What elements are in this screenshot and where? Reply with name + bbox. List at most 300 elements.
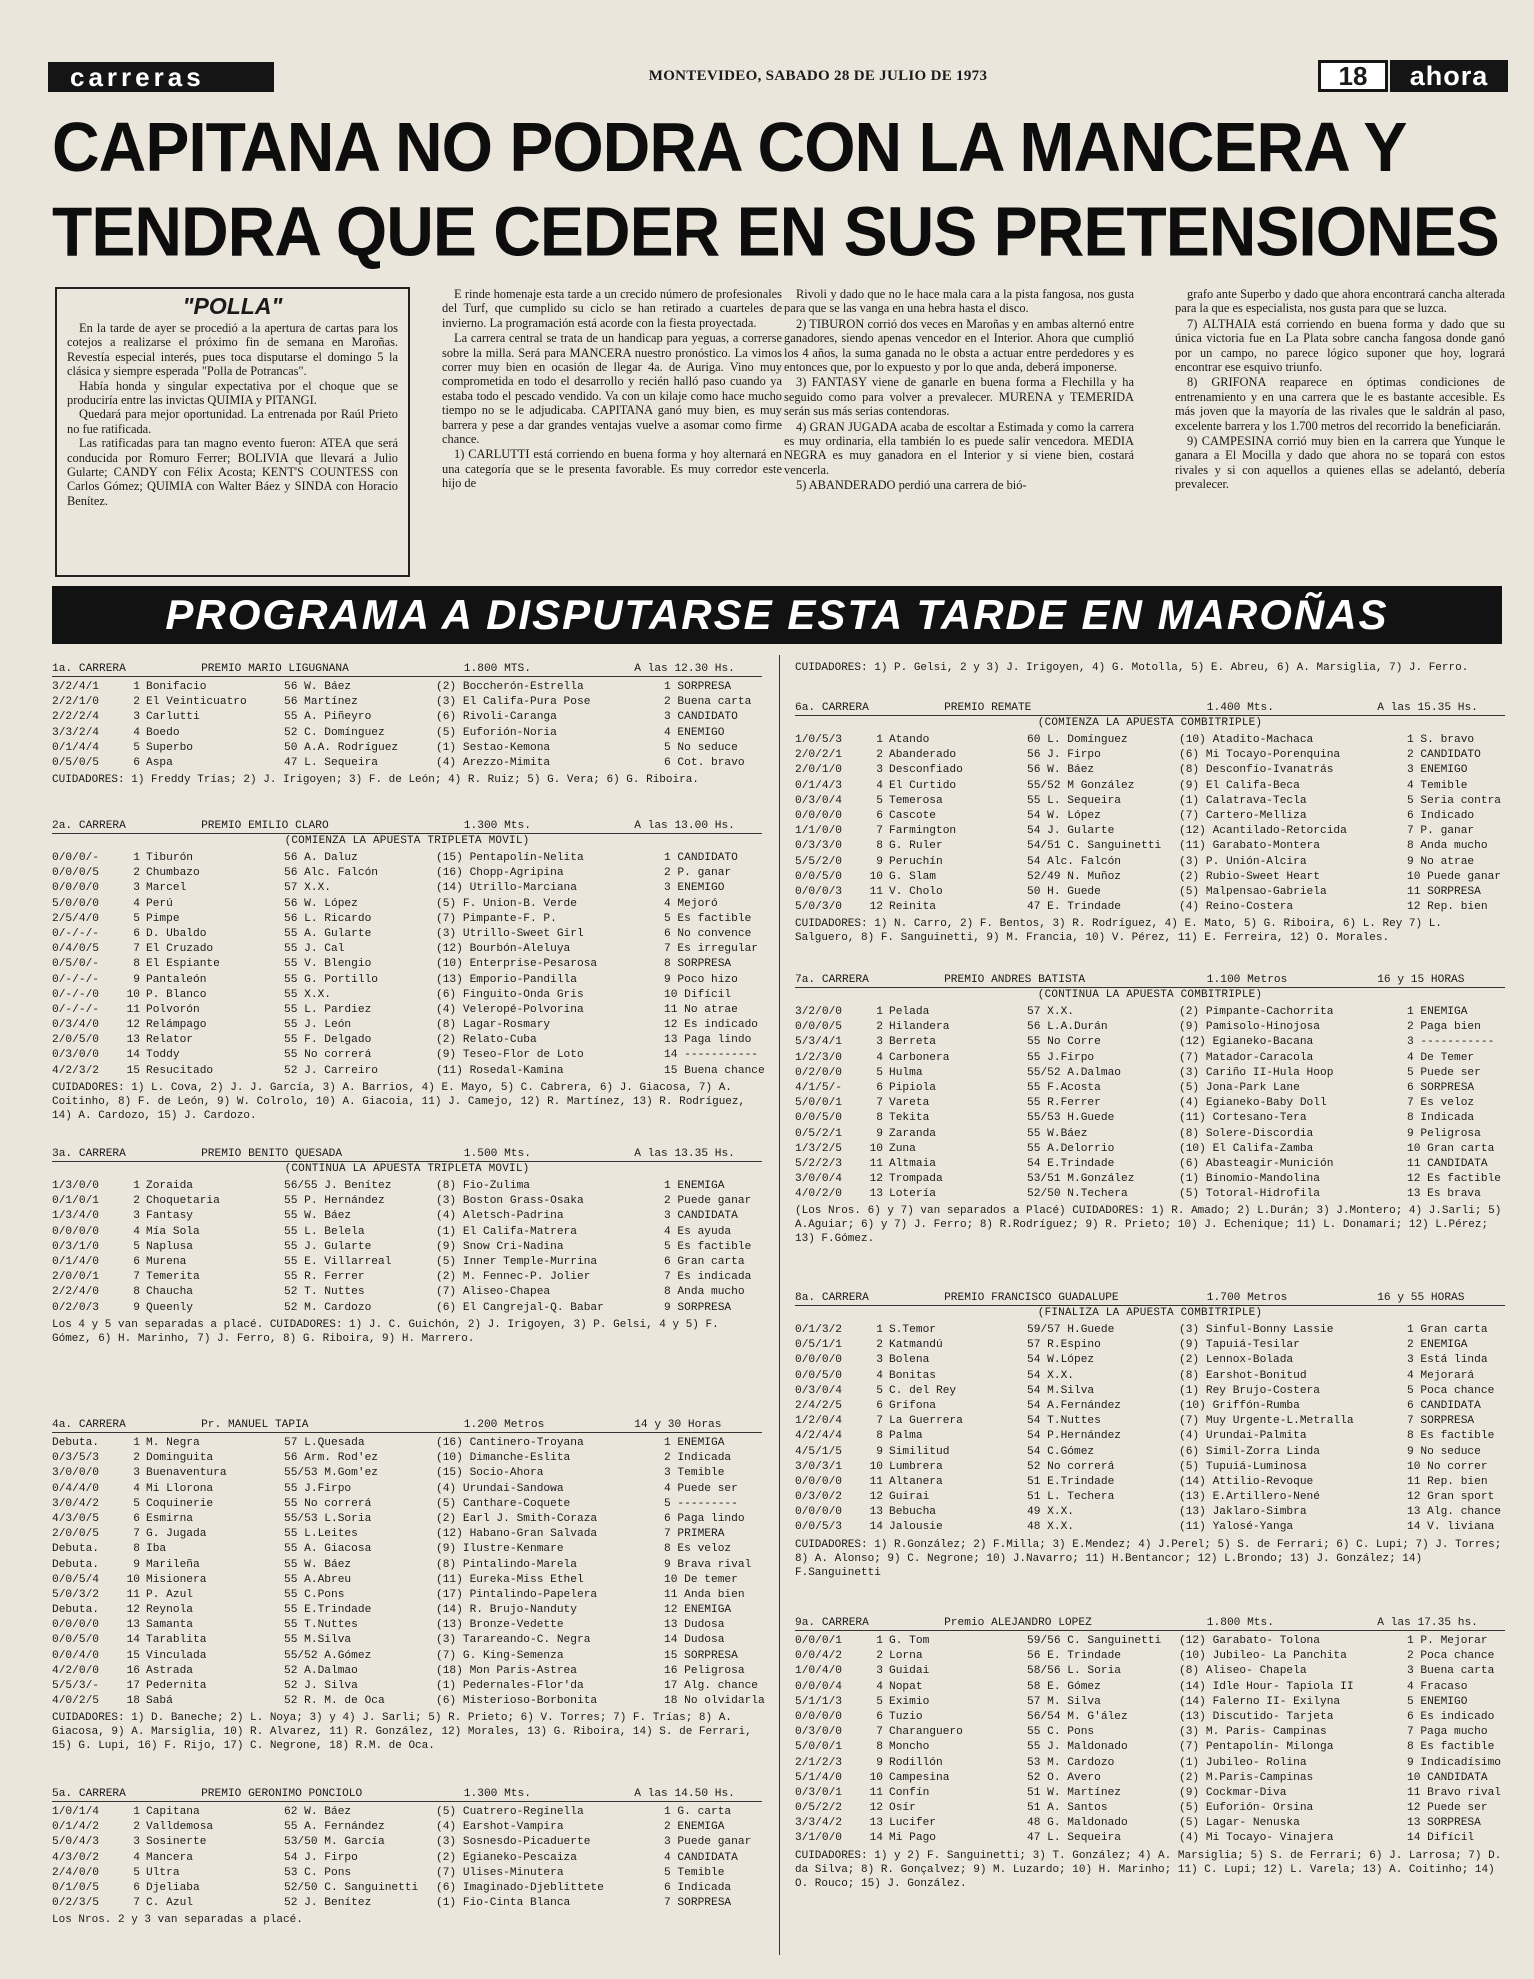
- race-header: [52, 1146, 762, 1162]
- entry-horse: Eximio: [889, 1695, 930, 1708]
- entry-horse: Capitana: [146, 1806, 200, 1818]
- entry-row: [52, 1064, 765, 1079]
- entry-weight-jockey: 55 F. Delgado: [284, 1034, 372, 1047]
- entry-form: 1/3/0/0: [52, 1180, 99, 1192]
- entry-horse: G. Tom: [889, 1635, 930, 1647]
- entry-number: 4: [876, 1051, 883, 1064]
- entry-pedigree: (7) Muy Urgente-L.Metralla: [1179, 1415, 1354, 1428]
- entry-form: Debuta.: [52, 1437, 99, 1449]
- entry-row: [795, 748, 1505, 763]
- entry-prognosis: 9 Indicadísimo: [1407, 1756, 1501, 1769]
- entry-weight-jockey: 51 L. Techera: [1027, 1491, 1115, 1504]
- entry-horse: Tekita: [889, 1112, 930, 1125]
- entry-pedigree: (7) Cartero-Melliza: [1179, 809, 1307, 822]
- entry-horse: Toddy: [146, 1049, 180, 1062]
- race-time: A las 12.30 Hs.: [634, 663, 735, 675]
- article-column-1: [442, 287, 782, 577]
- entry-horse: Hilandera: [889, 1021, 950, 1034]
- entry-weight-jockey: 55 V. Blengio: [284, 958, 372, 971]
- entry-horse: Grifona: [889, 1399, 936, 1412]
- entry-horse: Pantaleón: [146, 973, 207, 986]
- entry-form: 4/3/0/2: [52, 1851, 99, 1864]
- entry-weight-jockey: 55/52 M González: [1027, 779, 1135, 792]
- entry-pedigree: (5) Jona-Park Lane: [1179, 1081, 1300, 1094]
- entry-horse: Valldemosa: [146, 1821, 214, 1834]
- entry-row: [795, 733, 1505, 748]
- entry-row: [52, 1194, 762, 1209]
- entry-form: 0/0/0/0: [52, 1619, 99, 1632]
- headline: [52, 104, 1502, 274]
- entry-form: 0/-/-/-: [52, 927, 99, 940]
- entry-number: 11: [869, 885, 883, 898]
- entry-row: [795, 1172, 1505, 1187]
- entry-prognosis: 14 -----------: [664, 1049, 758, 1062]
- entry-prognosis: 14 V. liviana: [1407, 1521, 1495, 1534]
- entry-number: 2: [876, 1021, 883, 1034]
- entry-prognosis: 6 Es indicado: [1407, 1710, 1495, 1723]
- polla-title: "POLLA": [182, 293, 283, 319]
- race-number: 5a. CARRERA: [52, 1788, 126, 1800]
- entry-row: [795, 1725, 1505, 1740]
- entry-number: 1: [133, 1180, 140, 1192]
- entry-form: 3/0/4/2: [52, 1497, 99, 1510]
- entry-row: [795, 1831, 1505, 1846]
- entry-form: 0/3/1/0: [52, 1240, 99, 1253]
- entry-number: 6: [133, 927, 140, 940]
- entry-weight-jockey: 55 J.Firpo: [284, 1482, 352, 1495]
- entry-weight-jockey: 55 J. Maldonado: [1027, 1741, 1128, 1754]
- entry-horse: P. Blanco: [146, 988, 207, 1001]
- entry-row: [795, 855, 1505, 870]
- entry-prognosis: 8 Anda mucho: [1407, 840, 1488, 853]
- entry-number: 2: [133, 1195, 140, 1208]
- entry-row: [52, 726, 762, 741]
- entry-weight-jockey: 54 T.Nuttes: [1027, 1415, 1101, 1428]
- page-number: 18: [1318, 60, 1388, 92]
- entry-pedigree: (15) Socio-Ahora: [436, 1467, 544, 1480]
- entry-number: 3: [133, 1836, 140, 1849]
- entry-form: 2/2/4/0: [52, 1286, 99, 1299]
- entry-weight-jockey: 47 L. Sequeira: [1027, 1832, 1121, 1845]
- entry-form: 2/4/0/0: [52, 1866, 99, 1879]
- entry-weight-jockey: 56 J. Firpo: [1027, 749, 1101, 762]
- entry-number: 8: [133, 1543, 140, 1556]
- entry-prognosis: 9 Peligrosa: [1407, 1127, 1481, 1140]
- entry-list: [795, 1634, 1505, 1847]
- entry-form: 0/0/0/3: [795, 885, 842, 898]
- entry-horse: Reynola: [146, 1604, 193, 1617]
- entry-weight-jockey: 55 A. Fernández: [284, 1821, 385, 1834]
- entry-form: 5/0/3/2: [52, 1588, 99, 1601]
- entry-form: 2/0/0/1: [52, 1271, 99, 1284]
- entry-number: 7: [133, 1528, 140, 1541]
- entry-prognosis: 7 SORPRESA: [1407, 1415, 1475, 1428]
- entry-pedigree: (4) Mi Tocayo- Vinajera: [1179, 1832, 1334, 1845]
- entry-horse: Peruchín: [889, 855, 943, 868]
- entry-row: [795, 870, 1505, 885]
- entry-prognosis: 1 Gran carta: [1407, 1324, 1488, 1336]
- entry-prognosis: 7 Es irregular: [664, 943, 758, 956]
- entry-form: 2/4/2/5: [795, 1399, 842, 1412]
- entry-form: Debuta.: [52, 1558, 99, 1571]
- entry-weight-jockey: 56 Alc. Falcón: [284, 867, 378, 880]
- entry-number: 13: [869, 1817, 883, 1830]
- entry-number: 14: [869, 1521, 883, 1534]
- entry-prognosis: 4 Temible: [1407, 779, 1468, 792]
- race-time: A las 15.35 Hs.: [1377, 702, 1478, 714]
- entry-weight-jockey: 55 A.Abreu: [284, 1573, 352, 1586]
- entry-horse: Bebucha: [889, 1506, 936, 1519]
- entry-prognosis: 5 ---------: [664, 1497, 738, 1510]
- entry-form: 0/0/0/1: [795, 1635, 842, 1647]
- entry-row: [52, 1466, 762, 1481]
- entry-horse: Confín: [889, 1786, 930, 1799]
- entry-form: 1/0/5/3: [795, 734, 842, 746]
- entry-weight-jockey: 54 P.Hernández: [1027, 1430, 1121, 1443]
- entry-horse: Naplusa: [146, 1240, 193, 1253]
- entry-number: 13: [869, 1188, 883, 1201]
- entry-form: 0/0/5/0: [795, 870, 842, 883]
- entry-prognosis: 6 SORPRESA: [1407, 1081, 1475, 1094]
- entry-weight-jockey: 55 T.Nuttes: [284, 1619, 358, 1632]
- race-time: 14 y 30 Horas: [634, 1419, 722, 1431]
- entry-row: [795, 1338, 1505, 1353]
- entry-weight-jockey: 54 X.X.: [1027, 1369, 1074, 1382]
- entry-prognosis: 11 Bravo rival: [1407, 1786, 1501, 1799]
- entry-weight-jockey: 53 M. Cardozo: [1027, 1756, 1115, 1769]
- entry-prognosis: 12 Es indicado: [664, 1019, 758, 1032]
- entry-weight-jockey: 47 L. Sequeira: [284, 756, 378, 769]
- race-distance: 1.200 Metros: [463, 1419, 545, 1431]
- race-number: 3a. CARRERA: [52, 1148, 126, 1160]
- race-distance: 1.100 Metros: [1206, 974, 1288, 986]
- entry-number: 1: [133, 852, 140, 864]
- entry-horse: El Veinticuatro: [146, 696, 247, 709]
- entry-number: 4: [876, 1680, 883, 1693]
- entry-row: [52, 1679, 762, 1694]
- entry-weight-jockey: 55 E.Trindade: [284, 1604, 372, 1617]
- entry-form: 0/1/4/0: [52, 1255, 99, 1268]
- entry-prognosis: 15 SORPRESA: [664, 1649, 738, 1662]
- article-paragraph: E rinde homenaje esta tarde a un crecido número de profesionales del Turf, que cumplido su ciclo se han retirado a cuarteles de invierno. La programación está acorde con la fiesta proyectada.: [442, 287, 782, 330]
- race-distance: 1.700 Metros: [1206, 1292, 1288, 1304]
- entry-form: 3/0/0/0: [52, 1467, 99, 1480]
- polla-paragraph: Quedará para mejor oportunidad. La entrenada por Raúl Prieto no fue ratificada.: [67, 407, 398, 436]
- entry-pedigree: (1) Sestao-Kemona: [436, 741, 551, 754]
- race-notes: Los Nros. 2 y 3 van separadas a placé.: [52, 1914, 303, 1927]
- entry-horse: Relámpago: [146, 1019, 207, 1032]
- entry-weight-jockey: 55 L. Belela: [284, 1225, 365, 1238]
- entry-form: 3/3/2/4: [52, 726, 99, 739]
- entry-pedigree: (7) Aliseo-Chapea: [436, 1286, 551, 1299]
- entry-prognosis: 7 SORPRESA: [664, 1897, 732, 1910]
- entry-number: 8: [876, 1112, 883, 1125]
- entry-row: [795, 1369, 1505, 1384]
- entry-weight-jockey: 55/53 H.Guede: [1027, 1112, 1115, 1125]
- entry-prognosis: 18 No olvidarla: [664, 1695, 765, 1708]
- entry-row: [52, 1301, 762, 1316]
- entry-horse: Marcel: [146, 882, 187, 895]
- entry-row: [795, 1035, 1505, 1050]
- entry-number: 13: [126, 1619, 140, 1632]
- entry-row: [795, 1323, 1505, 1338]
- entry-number: 1: [876, 1324, 883, 1336]
- entry-prognosis: 4 ENEMIGO: [664, 726, 725, 739]
- entry-weight-jockey: 56/55 J. Benítez: [284, 1180, 392, 1192]
- entry-weight-jockey: 62 W. Báez: [284, 1806, 352, 1818]
- entry-prognosis: 6 Cot. bravo: [664, 756, 745, 769]
- entry-pedigree: (14) Utrillo-Marciana: [436, 882, 577, 895]
- entry-pedigree: (10) Atadito-Machaca: [1179, 734, 1314, 746]
- entry-weight-jockey: 55 X.X.: [284, 988, 331, 1001]
- entry-pedigree: (7) Ulises-Minutera: [436, 1866, 564, 1879]
- entry-weight-jockey: 54 E.Trindade: [1027, 1157, 1115, 1170]
- entry-form: 2/0/0/5: [52, 1528, 99, 1541]
- entry-prognosis: 13 Es brava: [1407, 1188, 1481, 1201]
- entry-number: 10: [869, 870, 883, 883]
- entry-number: 4: [133, 1225, 140, 1238]
- section-label: carreras: [48, 62, 274, 92]
- entry-weight-jockey: 57 X.X.: [284, 882, 331, 895]
- entry-horse: Superbo: [146, 741, 193, 754]
- race-block: [795, 972, 1505, 1246]
- entry-weight-jockey: 47 E. Trindade: [1027, 901, 1121, 914]
- entry-weight-jockey: 55 L.Leites: [284, 1528, 358, 1541]
- entry-row: [795, 839, 1505, 854]
- entry-horse: Charanguero: [889, 1726, 963, 1739]
- entry-weight-jockey: 52 J. Carreiro: [284, 1064, 378, 1077]
- entry-pedigree: (5) Euforión-Noria: [436, 726, 557, 739]
- entry-number: 15: [126, 1649, 140, 1662]
- entry-prognosis: 3 Temible: [664, 1467, 725, 1480]
- entry-horse: Hulma: [889, 1066, 923, 1079]
- entry-weight-jockey: 55 A. Gularte: [284, 927, 372, 940]
- entry-weight-jockey: 55 R. Ferrer: [284, 1271, 365, 1284]
- entry-horse: Farmington: [889, 825, 957, 838]
- entry-horse: Osír: [889, 1802, 916, 1815]
- entry-number: 2: [133, 696, 140, 709]
- entry-pedigree: (4) Urundai-Sandowa: [436, 1482, 564, 1495]
- entry-form: 0/3/3/0: [795, 840, 842, 853]
- entry-pedigree: (8) Pintalindo-Marela: [436, 1558, 577, 1571]
- entry-form: 0/0/5/0: [795, 1369, 842, 1382]
- entry-prognosis: 7 Es indicada: [664, 1271, 752, 1284]
- entry-form: 3/3/4/2: [795, 1817, 842, 1830]
- entry-number: 6: [133, 1255, 140, 1268]
- entry-number: 12: [869, 1491, 883, 1504]
- entry-form: 1/0/4/0: [795, 1665, 842, 1678]
- entry-number: 10: [126, 1573, 140, 1586]
- race-prize: PREMIO MARIO LIGUGNANA: [201, 663, 349, 675]
- entry-weight-jockey: 56 L.A.Durán: [1027, 1021, 1108, 1034]
- article-paragraph: 2) TIBURON corrió dos veces en Maroñas y en ambas alternó entre ganadores, siendo apenas vencedor en el Interior. Ahora que cumplió los 4 años, la suma ganada no le obsta a actuar entre perdedores y es entonces que, por lo expuesto y por lo que anda, deberá imponerse.: [784, 316, 1134, 375]
- entry-number: 9: [133, 1301, 140, 1314]
- entry-form: 1/0/1/4: [52, 1806, 99, 1818]
- entry-prognosis: 4 Fracaso: [1407, 1680, 1468, 1693]
- entry-row: [795, 1187, 1505, 1202]
- entry-row: [52, 1436, 762, 1451]
- entry-horse: P. Azul: [146, 1588, 193, 1601]
- entry-form: Debuta.: [52, 1543, 99, 1556]
- entry-horse: Dominguita: [146, 1452, 214, 1465]
- race-header: [52, 661, 762, 677]
- entry-form: 5/2/2/3: [795, 1157, 842, 1170]
- entry-form: 0/0/0/0: [795, 1354, 842, 1367]
- entry-row: [795, 1096, 1505, 1111]
- entry-prognosis: 8 Es factible: [1407, 1741, 1495, 1754]
- entry-form: 2/2/1/0: [52, 696, 99, 709]
- entry-horse: Ultra: [146, 1866, 180, 1879]
- entry-weight-jockey: 56/54 M. G'ález: [1027, 1710, 1128, 1723]
- polla-box: [55, 287, 410, 577]
- entry-form: 0/5/0/-: [52, 958, 99, 971]
- entry-form: 3/0/0/4: [795, 1173, 842, 1186]
- entry-row: [52, 1512, 762, 1527]
- entry-horse: Iba: [146, 1543, 167, 1556]
- entry-horse: Lotería: [889, 1188, 936, 1201]
- entry-number: 5: [133, 1497, 140, 1510]
- entry-number: 4: [133, 1482, 140, 1495]
- entry-weight-jockey: 58/56 L. Soria: [1027, 1665, 1121, 1678]
- entry-prognosis: 5 Seria contra: [1407, 794, 1501, 807]
- entry-prognosis: 2 Paga bien: [1407, 1021, 1481, 1034]
- entry-row: [52, 927, 762, 942]
- race-distance: 1.400 Mts.: [1206, 702, 1274, 714]
- entry-pedigree: (13) Jaklaro-Simbra: [1179, 1506, 1307, 1519]
- entry-form: 0/-/-/0: [52, 988, 99, 1001]
- entry-weight-jockey: 55 J. Gularte: [284, 1240, 372, 1253]
- race-number: 2a. CARRERA: [52, 820, 126, 832]
- entry-weight-jockey: 48 G. Maldonado: [1027, 1817, 1128, 1830]
- entry-prognosis: 12 Gran sport: [1407, 1491, 1495, 1504]
- entry-row: [795, 1801, 1505, 1816]
- race-block: [52, 1146, 762, 1346]
- entry-number: 5: [133, 1866, 140, 1879]
- entry-prognosis: 3 CANDIDATA: [664, 1210, 738, 1223]
- entry-pedigree: (5) Lagar- Nenuska: [1179, 1817, 1300, 1830]
- entry-row: [52, 1270, 762, 1285]
- entry-horse: Zaranda: [889, 1127, 936, 1140]
- entry-prognosis: 3 -----------: [1407, 1036, 1495, 1049]
- entry-prognosis: 11 Anda bien: [664, 1588, 745, 1601]
- entry-prognosis: 12 ENEMIGA: [664, 1604, 732, 1617]
- entry-pedigree: (9) Cockmar-Diva: [1179, 1786, 1287, 1799]
- entry-weight-jockey: 52 C. Domínguez: [284, 726, 385, 739]
- entry-number: 3: [133, 1467, 140, 1480]
- entry-weight-jockey: 55 W.Báez: [1027, 1127, 1088, 1140]
- entry-prognosis: 5 Temible: [664, 1866, 725, 1879]
- entry-number: 8: [133, 1286, 140, 1299]
- entry-weight-jockey: 55 F.Acosta: [1027, 1081, 1101, 1094]
- entry-pedigree: (10) El Califa-Zamba: [1179, 1142, 1314, 1155]
- entry-prognosis: 1 SORPRESA: [664, 681, 732, 693]
- entry-prognosis: 1 G. carta: [664, 1806, 732, 1818]
- entry-row: [795, 1664, 1505, 1679]
- race-block: [795, 1615, 1505, 1891]
- entry-form: 4/5/1/5: [795, 1445, 842, 1458]
- entry-horse: Guidai: [889, 1665, 930, 1678]
- entry-horse: Bonitas: [889, 1369, 936, 1382]
- entry-prognosis: 1 CANDIDATO: [664, 852, 738, 864]
- entry-pedigree: (7) G. King-Semenza: [436, 1649, 564, 1662]
- entry-prognosis: 16 Peligrosa: [664, 1664, 745, 1677]
- race-notes: CUIDADORES: 1) D. Baneche; 2) L. Noya; 3) y 4) J. Sarli; 5) R. Prieto; 6) V. Torres; 7) F. Trías; 8) A. Giacosa, 9) A. Marsiglia, 10) R. Alvarez, 11) R. González, 12) Morales, 13) G. Riboira, 14) S. de Ferrari, 15) G. Lupi, 16) F. Rijo, 17) C. Negrone, 18) R.M. de Oca.: [52, 1712, 752, 1753]
- entry-weight-jockey: 55 J.Firpo: [1027, 1051, 1095, 1064]
- entry-number: 3: [876, 1665, 883, 1678]
- entry-row: [795, 1445, 1505, 1460]
- entry-row: [52, 988, 762, 1003]
- entry-form: 5/0/3/0: [795, 901, 842, 914]
- polla-paragraph: En la tarde de ayer se procedió a la apertura de cartas para los cotejos a realizarse el próximo fin de semana en Maroñas. Revestía especial interés, pues toca disputarse el domingo 5 la clásica y siempre esperada "Polla de Potrancas".: [67, 321, 398, 379]
- entry-row: [52, 1542, 762, 1557]
- entry-prognosis: 6 Gran carta: [664, 1255, 745, 1268]
- entry-horse: Sabá: [146, 1695, 173, 1708]
- entry-weight-jockey: 56 Arm. Rod'ez: [284, 1452, 378, 1465]
- entry-number: 13: [126, 1034, 140, 1047]
- entry-pedigree: (12) Acantilado-Retorcida: [1179, 825, 1347, 838]
- race-prize: PREMIO FRANCISCO GUADALUPE: [944, 1292, 1119, 1304]
- entry-number: 12: [869, 1802, 883, 1815]
- entry-weight-jockey: 55 W. Báez: [284, 1558, 352, 1571]
- entry-prognosis: 7 PRIMERA: [664, 1528, 725, 1541]
- entry-list: [795, 1323, 1505, 1536]
- entry-horse: Nopat: [889, 1680, 923, 1693]
- article-paragraph: La carrera central se trata de un handicap para yeguas, a correrse sobre la milla. Será para MANCERA nuestro pronóstico. La vimos correr muy bien en ocasión de llegar 4a. de Auriga. Vino muy comprometida en todo el desarrollo y recién halló paso cuando ya estaba todo el pescado vendido. Va con un kilaje como hace mucho tiempo no se le adjudicaba. CAPITANA ganó muy bien, es muy barrera y pese a dar grandes ventajas vuelve a asomar como firme chance.: [442, 331, 782, 447]
- entry-number: 3: [133, 1210, 140, 1223]
- entry-weight-jockey: 55 G. Portillo: [284, 973, 378, 986]
- entry-pedigree: (4) Veleropé-Polvorina: [436, 1003, 584, 1016]
- entry-row: [795, 1649, 1505, 1664]
- entry-row: [52, 881, 762, 896]
- entry-prognosis: 4 Puede ser: [664, 1482, 738, 1495]
- entry-number: 1: [876, 1006, 883, 1018]
- entry-prognosis: 12 Es factible: [1407, 1173, 1501, 1186]
- entry-row: [795, 900, 1505, 915]
- entry-pedigree: (14) R. Brujo-Nanduty: [436, 1604, 577, 1617]
- entry-form: 0/-/-/-: [52, 973, 99, 986]
- entry-row: [52, 866, 762, 881]
- entry-weight-jockey: 52 J. Benítez: [284, 1897, 372, 1910]
- entry-number: 11: [126, 1588, 140, 1601]
- entry-prognosis: 9 No atrae: [1407, 855, 1475, 868]
- entry-prognosis: 3 ENEMIGO: [1407, 764, 1468, 777]
- entry-form: 3/2/4/1: [52, 681, 99, 693]
- entry-weight-jockey: 55 J. Cal: [284, 943, 345, 956]
- entry-weight-jockey: 55 L. Pardiez: [284, 1003, 372, 1016]
- entry-weight-jockey: 54 W. López: [1027, 809, 1101, 822]
- entry-horse: Marileña: [146, 1558, 200, 1571]
- entry-row: [52, 1048, 762, 1063]
- entry-weight-jockey: 52 R. M. de Oca: [284, 1695, 385, 1708]
- entry-number: 4: [876, 1369, 883, 1382]
- entry-form: 3/2/0/0: [795, 1006, 842, 1018]
- entry-pedigree: (7) Matador-Caracola: [1179, 1051, 1314, 1064]
- race-prize: PREMIO ANDRES BATISTA: [944, 974, 1086, 986]
- entry-row: [795, 1695, 1505, 1710]
- entry-form: 0/1/4/2: [52, 1821, 99, 1834]
- entry-weight-jockey: 55 P. Hernández: [284, 1195, 385, 1208]
- entry-number: 6: [876, 1399, 883, 1412]
- entry-weight-jockey: 55 C.Pons: [284, 1588, 345, 1601]
- race-number: 8a. CARRERA: [795, 1292, 869, 1304]
- entry-form: 0/-/-/-: [52, 1003, 99, 1016]
- article-column-2: [784, 287, 1134, 577]
- entry-pedigree: (1) Jubileo- Rolina: [1179, 1756, 1307, 1769]
- entry-number: 10: [869, 1142, 883, 1155]
- entry-number: 15: [126, 1064, 140, 1077]
- entry-row: [52, 1649, 762, 1664]
- race-notes: CUIDADORES: 1) y 2) F. Sanguinetti; 3) T. González; 4) A. Marsiglia; 5) S. de Ferrari; 6) J. Larrosa; 7) D. da Silva; 8) R. Gonçalvez; 9) M. Luzardo; 10) H. Marinho; 11) C. Lupi; 12) L. Varela; 13) A. Coitinho; 14) O. Rouco; 15) J. González.: [795, 1849, 1502, 1890]
